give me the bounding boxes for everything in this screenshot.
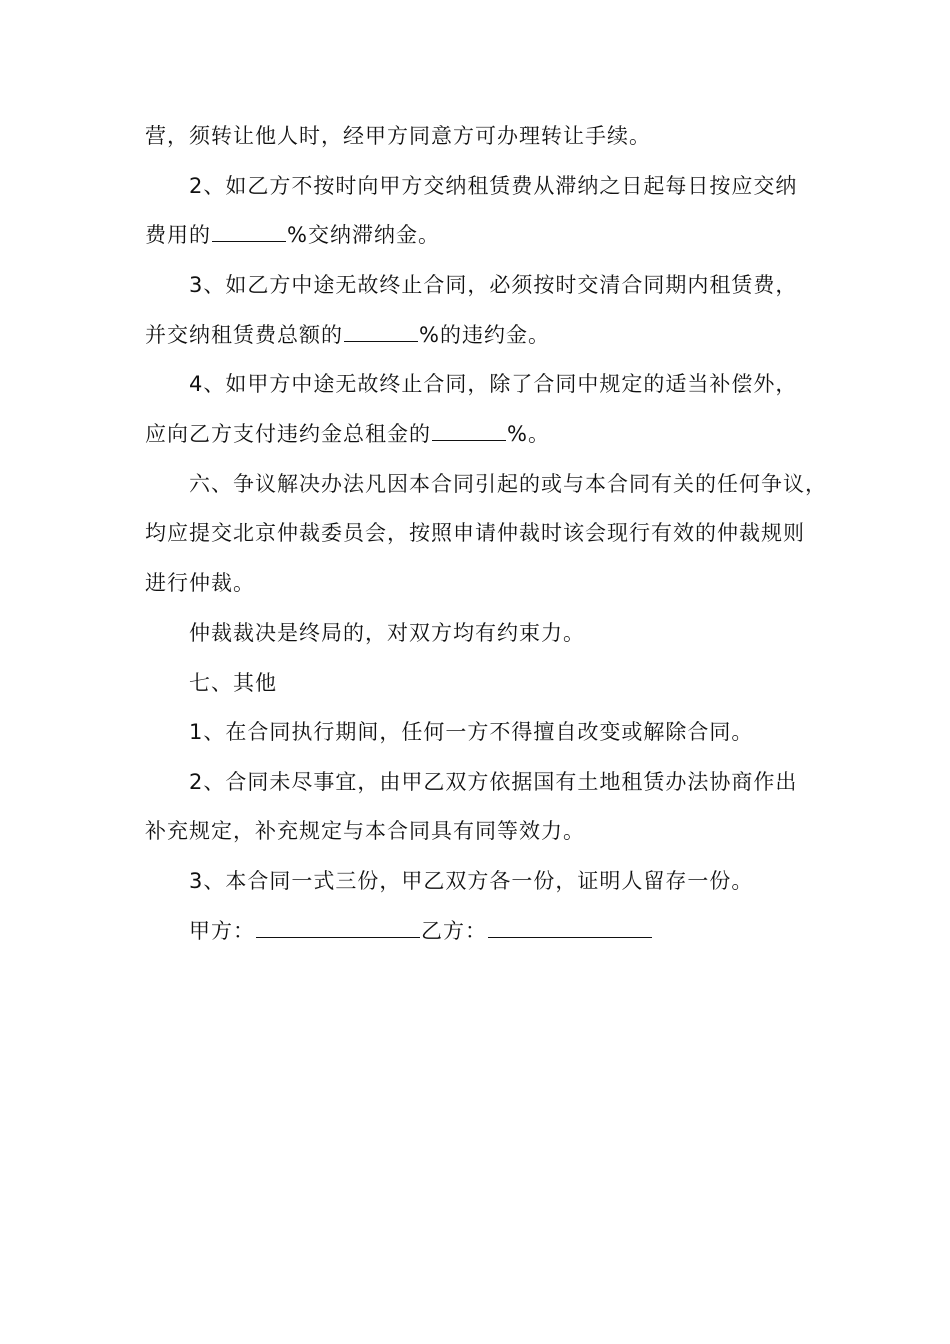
line-text: 2、如乙方不按时向甲方交纳租赁费从滞纳之日起每日按应交纳 (189, 174, 798, 198)
line-text: 费用的 (145, 223, 211, 247)
clause-2-line-2 (145, 221, 440, 249)
other-clause-3-line (189, 867, 753, 895)
late-fee-percent-blank (212, 221, 286, 242)
line-text: 4、如甲方中途无故终止合同，除了合同中规定的适当补偿外， (189, 372, 798, 396)
clause-3-line-2 (145, 321, 550, 349)
line-text: 进行仲裁。 (145, 571, 255, 595)
line-text: %交纳滞纳金。 (287, 223, 440, 247)
other-clause-2-line-1 (189, 768, 797, 796)
party-b-signature-blank (488, 917, 652, 938)
clause-3-line-1 (189, 271, 797, 299)
party-b-label: 乙方： (421, 919, 487, 943)
other-clause-1-line (189, 718, 753, 746)
party-a-signature-blank (256, 917, 420, 938)
line-text: 3、如乙方中途无故终止合同，必须按时交清合同期内租赁费， (189, 273, 798, 297)
line-text: 并交纳租赁费总额的 (145, 323, 343, 347)
line-text: 3、本合同一式三份，甲乙双方各一份，证明人留存一份。 (189, 869, 754, 893)
line-text: %的违约金。 (419, 323, 550, 347)
line-text: 应向乙方支付违约金总租金的 (145, 422, 431, 446)
compensation-percent-blank (432, 420, 506, 441)
line-text: 2、合同未尽事宜，由甲乙双方依据国有土地租赁办法协商作出 (189, 770, 798, 794)
clause-4-line-2 (145, 420, 550, 448)
section-6-line-3 (145, 569, 255, 597)
line-text: 仲裁裁决是终局的，对双方均有约束力。 (189, 621, 585, 645)
section-6-line-1 (189, 470, 827, 498)
signature-line (189, 917, 653, 945)
line-text: 六、争议解决办法凡因本合同引起的或与本合同有关的任何争议， (189, 472, 827, 496)
line-text: 补充规定，补充规定与本合同具有同等效力。 (145, 819, 585, 843)
clause-2-line-1 (189, 172, 797, 200)
arbitration-final-line (189, 619, 585, 647)
clause-4-line-1 (189, 370, 797, 398)
section-7-heading (189, 669, 277, 697)
line-text: 均应提交北京仲裁委员会，按照申请仲裁时该会现行有效的仲裁规则 (145, 521, 805, 545)
section-6-line-2 (145, 519, 805, 547)
line-text: 七、其他 (189, 671, 277, 695)
party-a-label: 甲方： (189, 919, 255, 943)
paragraph-line (145, 122, 651, 150)
line-text: 营，须转让他人时，经甲方同意方可办理转让手续。 (145, 124, 651, 148)
line-text: %。 (507, 422, 550, 446)
other-clause-2-line-2 (145, 817, 585, 845)
penalty-percent-blank (344, 321, 418, 342)
line-text: 1、在合同执行期间，任何一方不得擅自改变或解除合同。 (189, 720, 754, 744)
